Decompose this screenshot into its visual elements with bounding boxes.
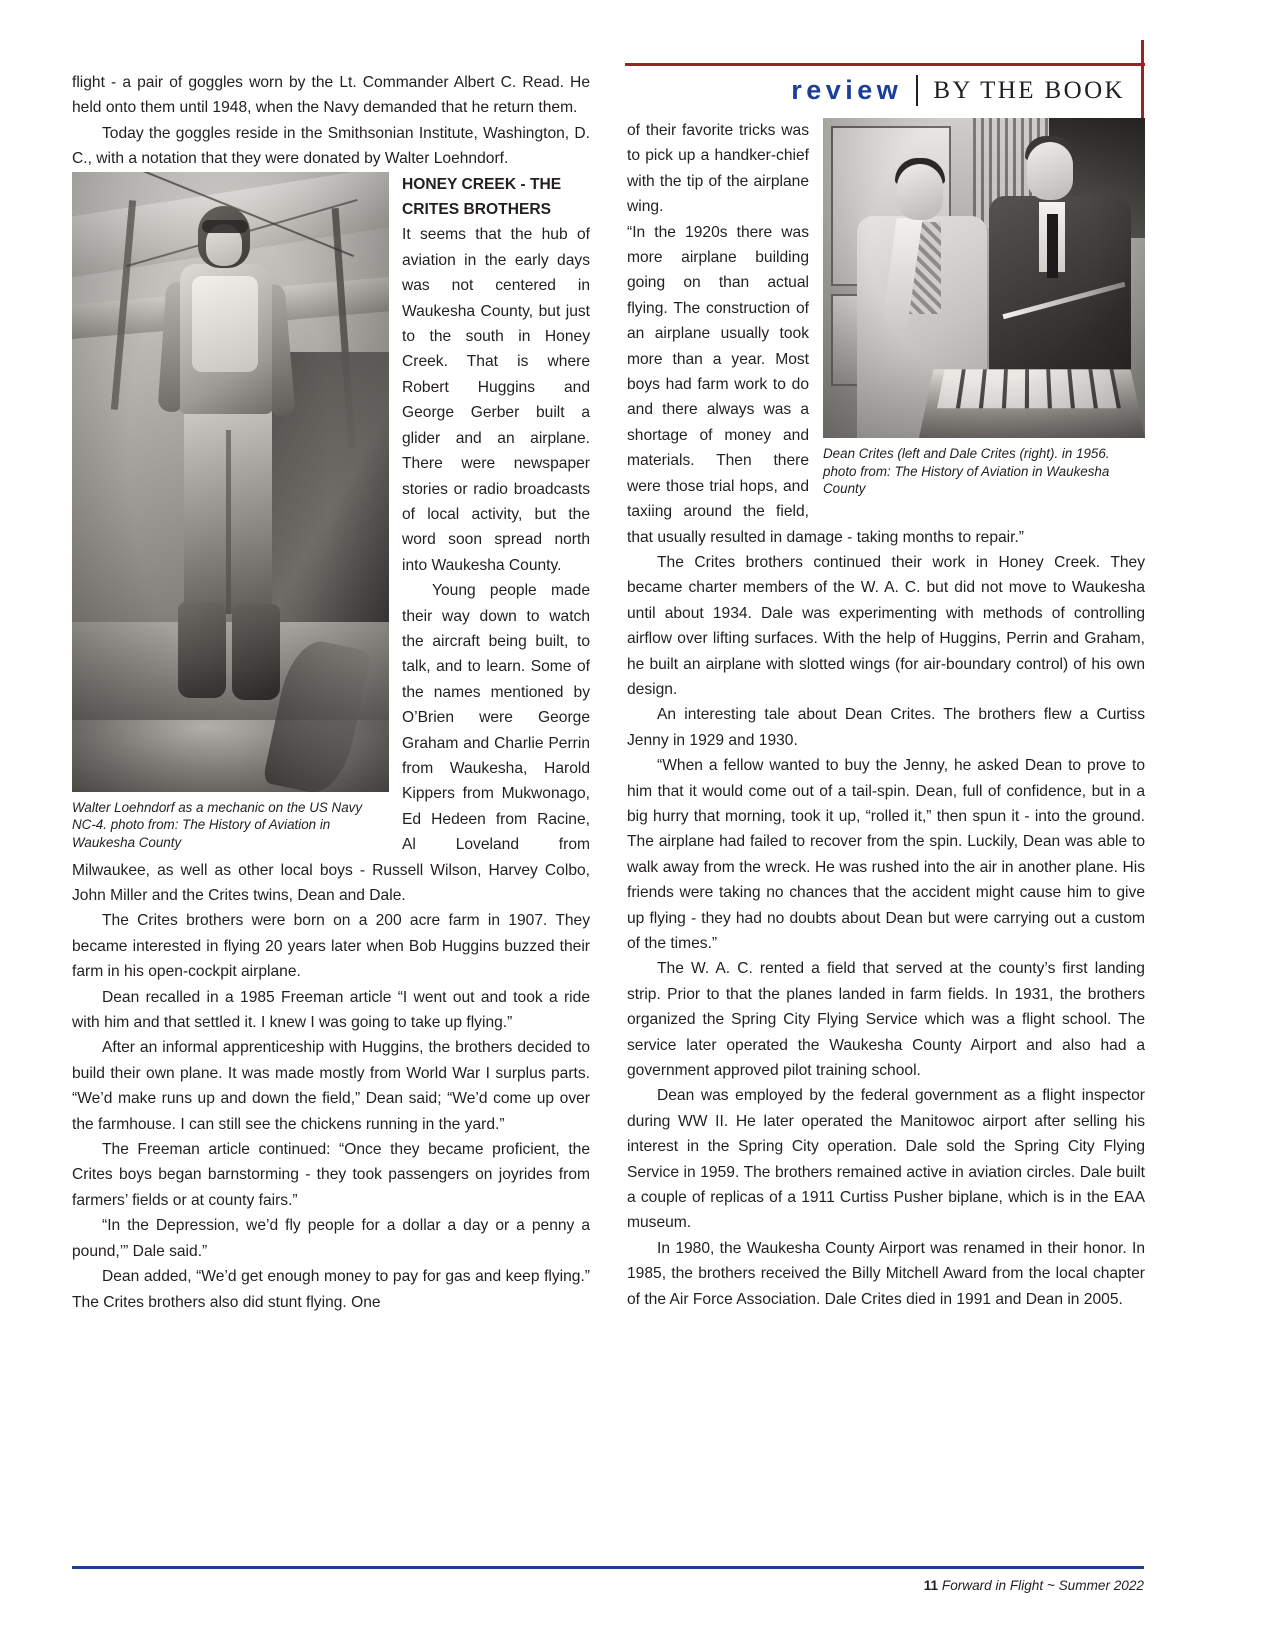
footer [924,1578,1144,1593]
paragraph: Young people made their way down to watch the aircraft being built, to talk, and to learn. Some of the names mentioned by O’Brien were George Graham and Charlie Perrin from Waukesha, Harold Kippers from Mukwonago, Ed Hedeen from Racine, Al Loveland from Milwaukee, as well as other local boys - Russell Wilson, Harvey Colbo, John Miller and the Crites twins, Dean and Dale. [72,582,590,904]
footer-rule [72,1566,1144,1569]
left-text-column [72,70,590,1315]
publication-name: Forward in Flight ~ Summer 2022 [941,1578,1144,1593]
paragraph: The Crites brothers were born on a 200 acre farm in 1907. They became interested in flying 20 years later when Bob Huggins buzzed their farm in his open-cockpit airplane. [72,912,590,981]
right-text-column [627,118,1145,1312]
paragraph: Dean added, “We’d get enough money to pay for gas and keep flying.” The Crites brothers also did stunt flying. One [72,1268,590,1311]
paragraph: Dean recalled in a 1985 Freeman article “I went out and took a ride with him and that settled it. I knew I was going to take up flying.” [72,988,590,1032]
photo-illustration [72,172,389,792]
paragraph: The Crites brothers continued their work in Honey Creek. They became charter members of the W. A. C. but did not move to Waukesha until about 1934. Dale was experimenting with methods of controlling airflow over lifting surfaces. With the help of Huggins, Perrin and Graham, he built an airplane with slotted wings (for air-boundary control) of his own design. [627,553,1145,698]
header-kicker: review [791,74,903,105]
paragraph: The W. A. C. rented a field that served at the county’s first landing strip. Prior to that the planes landed in farm fields. In 1931, the brothers organized the Spring City Flying Service which was a flight school. The service later operated the Waukesha County Airport and also had a government approved pilot training school. [627,960,1145,1080]
paragraph: “When a fellow wanted to buy the Jenny, he asked Dean to prove to him that it would come out of a tail-spin. Dean, full of confidence, but in a big hurry that morning, took it up, “rolled it,” then spun it - into the ground. The airplane had failed to recover from the spin. Luckily, Dean was able to walk away from the wreck. He was rushed into the air in another plane. His friends were taking no chances that the accident might cause him to give up flying - they had no doubts about Dean but were carrying out a custom of the times.” [627,757,1145,952]
paragraph: “In the Depression, we’d fly people for a dollar a day or a penny a pound,’” Dale said.” [72,1217,590,1260]
figure-walter-loehndorf [72,172,402,858]
paragraph: An interesting tale about Dean Crites. The brothers flew a Curtiss Jenny in 1929 and 1930. [627,706,1145,749]
paragraph: Today the goggles reside in the Smithsonian Institute, Washington, D. C., with a notation that they were donated by Walter Loehndorf. [72,124,590,168]
header-divider-icon [916,75,918,106]
header-section-title: BY THE BOOK [933,76,1125,104]
paragraph: of their favorite tricks was to pick up a handker-chief with the tip of the airplane wing. [627,122,809,216]
figure-caption: Walter Loehndorf as a mechanic on the US Navy NC-4. photo from: The History of Aviation in Waukesha County [72,799,363,850]
paragraph: Dean was employed by the federal government as a flight inspector during WW II. He later operated the Manitowoc airport after selling his interest in the Spring City operation. Dale sold the Spring City Flying Service in 1959. The brothers remained active in aviation circles. Dale built a couple of replicas of a 1911 Curtiss Pusher biplane, which is in the EAA museum. [627,1087,1145,1232]
paragraph: flight - a pair of goggles worn by the Lt. Commander Albert C. Read. He held onto them until 1948, when the Navy demanded that he return them. [72,74,590,117]
header-rule-vertical [1141,40,1144,119]
paragraph: In 1980, the Waukesha County Airport was renamed in their honor. In 1985, the brothers received the Billy Mitchell Award from the local chapter of the Air Force Association. Dale Crites died in 1991 and Dean in 2005. [627,1239,1145,1308]
paragraph: It seems that the hub of aviation in the early days was not centered in Waukesha County, but just to the south in Honey Creek. That is where Robert Huggins and George Gerber built a glider and an airplane. There were newspaper stories or radio broadcasts of local activity, but the word soon spread north into Waukesha County. [402,226,590,574]
page-number: 11 [923,1578,939,1593]
paragraph: After an informal apprenticeship with Huggins, the brothers decided to build their own plane. It was made mostly from World War I surplus parts. “We’d make runs up and down the field,” Dean said; “We’d come up over the farmhouse. I can still see the chickens running in the yard.” [72,1039,590,1133]
photo-illustration [823,118,1145,438]
figure-caption: Dean Crites (left and Dale Crites (right). in 1956. photo from: The History of Aviation in Waukesha County [823,446,1110,496]
photo-crites-brothers [823,118,1145,438]
section-header [625,66,1141,114]
figure-crites-brothers [809,118,1145,504]
paragraph: “In the 1920s there was more airplane building going on than actual flying. The construction of an airplane usually took more than a year. Most boys had farm work to do and there always was a shortage of money and materials. Then there were those trial hops, and taxiing around the field, that usually resulted in damage - taking months to repair.” [627,223,1024,546]
photo-walter-loehndorf [72,172,389,792]
paragraph: The Freeman article continued: “Once they became proficient, the Crites boys began barnstorming - they took passengers on joyrides from farmers’ fields or at county fairs.” [72,1141,590,1209]
section-heading: HONEY CREEK - THE CRITES BROTHERS [402,175,562,219]
